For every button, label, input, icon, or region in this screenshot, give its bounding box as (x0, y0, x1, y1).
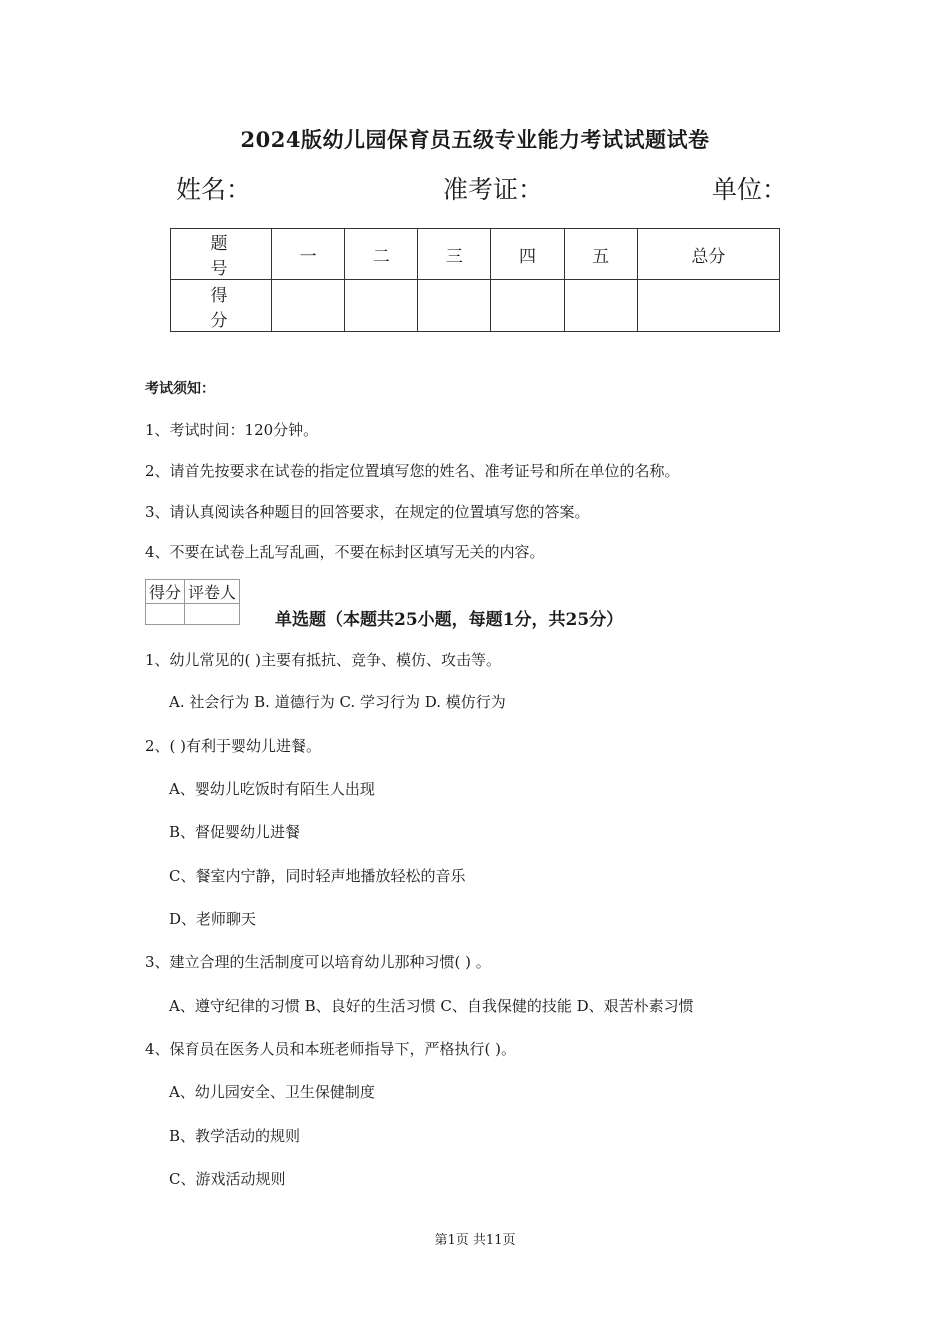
notice-item: 1、考试时间：120分钟。 (145, 421, 319, 439)
question-option: C、游戏活动规则 (169, 1170, 286, 1188)
grader-score-label: 得分 (146, 580, 185, 604)
question-stem: 1、幼儿常见的( )主要有抵抗、竞争、模仿、攻击等。 (145, 651, 502, 669)
notice-item: 3、请认真阅读各种题目的回答要求，在规定的位置填写您的答案。 (145, 503, 590, 521)
score-table-cell-part-1: 一 (272, 229, 345, 280)
score-table-cell-part-4: 四 (491, 229, 564, 280)
section-title: 单选题（本题共25小题，每题1分，共25分） (275, 610, 624, 630)
score-table-cell-label: 题 号 (171, 229, 272, 280)
exam-id-label: 准考证： (443, 175, 544, 204)
question-option: A、遵守纪律的习惯 B、良好的生活习惯 C、自我保健的技能 D、艰苦朴素习惯 (169, 997, 694, 1015)
score-table-score-row (171, 280, 780, 332)
question-option: A、幼儿园安全、卫生保健制度 (169, 1083, 375, 1101)
question-option: C、餐室内宁静，同时轻声地播放轻松的音乐 (169, 867, 466, 885)
score-table-cell-part-5: 五 (564, 229, 637, 280)
score-table-cell-part-3: 三 (418, 229, 491, 280)
score-cell-part-5[interactable] (564, 280, 637, 332)
score-cell-total[interactable] (637, 280, 779, 332)
grader-score-cell[interactable] (146, 604, 185, 625)
question-stem: 2、( )有利于婴幼儿进餐。 (145, 737, 322, 755)
notice-item: 2、请首先按要求在试卷的指定位置填写您的姓名、准考证号和所在单位的名称。 (145, 462, 680, 480)
question-option: B、督促婴幼儿进餐 (169, 823, 301, 841)
score-cell-part-2[interactable] (345, 280, 418, 332)
page-title: 2024版幼儿园保育员五级专业能力考试试题试卷 (240, 127, 710, 152)
grader-name-label: 评卷人 (185, 580, 240, 604)
score-table-cell-part-2: 二 (345, 229, 418, 280)
score-cell-part-1[interactable] (272, 280, 345, 332)
question-option: A. 社会行为 B. 道德行为 C. 学习行为 D. 模仿行为 (169, 693, 506, 711)
score-table-cell-total: 总分 (637, 229, 779, 280)
score-table-header-row (171, 229, 780, 280)
question-option: B、教学活动的规则 (169, 1127, 301, 1145)
name-label: 姓名： (176, 175, 252, 204)
notice-item: 4、不要在试卷上乱写乱画，不要在标封区填写无关的内容。 (145, 543, 545, 561)
unit-label: 单位： (712, 175, 788, 204)
question-option: D、老师聊天 (169, 910, 257, 928)
score-cell-part-4[interactable] (491, 280, 564, 332)
score-cell-part-3[interactable] (418, 280, 491, 332)
notice-heading: 考试须知： (145, 381, 215, 397)
grader-box (145, 579, 240, 625)
question-stem: 4、保育员在医务人员和本班老师指导下，严格执行( )。 (145, 1040, 517, 1058)
grader-name-cell[interactable] (185, 604, 240, 625)
question-option: A、婴幼儿吃饭时有陌生人出现 (169, 780, 375, 798)
question-stem: 3、建立合理的生活制度可以培育幼儿那种习惯( ) 。 (145, 953, 491, 971)
page-footer: 第1页 共11页 (434, 1233, 516, 1248)
score-table (170, 228, 780, 332)
score-row-label: 得 分 (171, 280, 272, 332)
